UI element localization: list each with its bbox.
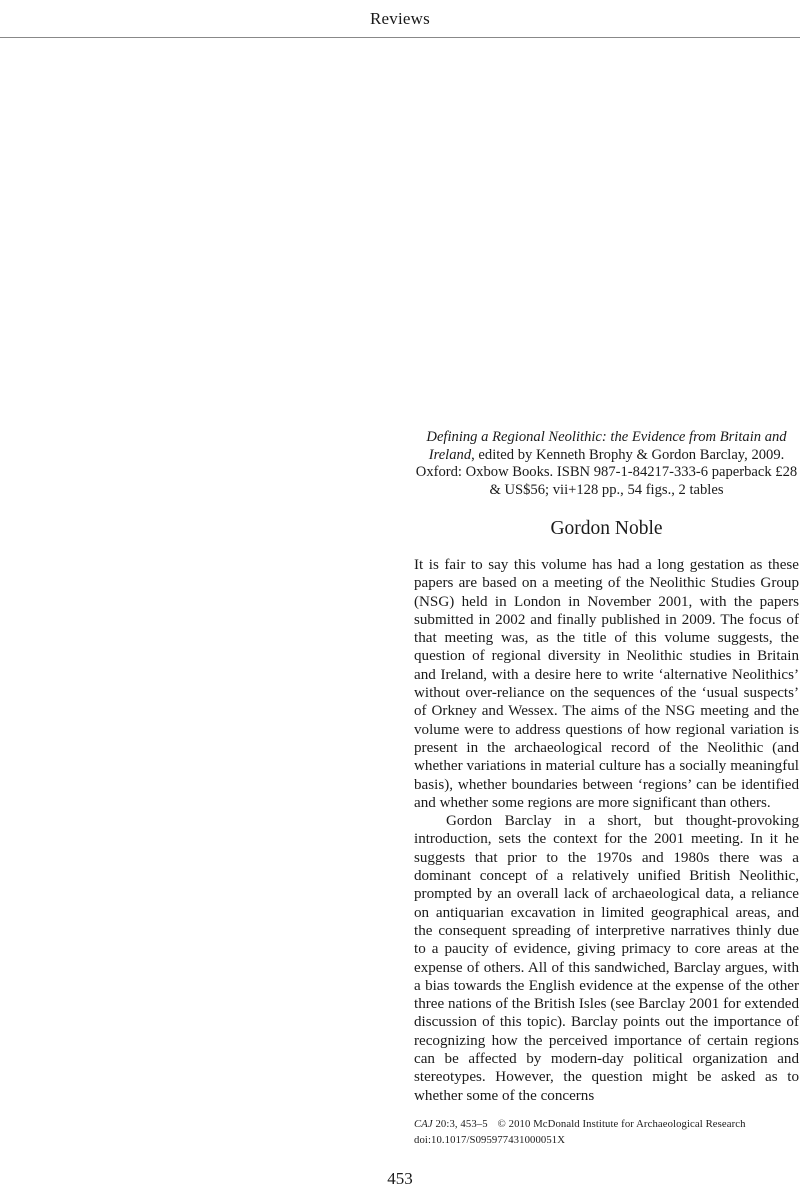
reviewer-name: Gordon Noble: [550, 518, 663, 539]
page-number: 453: [387, 1169, 413, 1188]
footer-line-1: [414, 1117, 799, 1133]
book-title: Defining a Regional Neolithic: the Evidence from Britain and Ireland: [426, 429, 787, 463]
review-citation: [414, 429, 799, 499]
paragraph-1: It is fair to say this volume has had a long gestation as these papers are based on a meeting of the Neolithic Studies Group (NSG) held in London in November 2001, with the papers submitted in 2002 and finally published in 2009. The focus of that meeting was, as the title of this volume suggests, the question of regional diversity in Neolithic studies in Britain and Ireland, with a desire here to write ‘alternative Neolithics’ without over-reliance on the sequences of the ‘usual suspects’ of Orkney and Wessex. The aims of the NSG meeting and the volume were to address questions of how regional variation is present in the archaeological record of the Neolithic (and whether variations in material culture has a socially meaningful basis), whether boundaries between ‘regions’ can be identified and whether some regions are more significant than others.: [414, 557, 799, 811]
doi: doi:10.1017/S095977431000051X: [414, 1133, 566, 1146]
header-rule: [0, 37, 800, 38]
copyright-notice: © 2010 McDonald Institute for Archaeological Research: [497, 1118, 746, 1130]
book-details: , edited by Kenneth Brophy & Gordon Barclay, 2009. Oxford: Oxbow Books. ISBN 987-1-84217-333-6 paperback £28 & US$56; vii+128 pp., 54 figs., 2 tables: [415, 446, 798, 498]
volume-pages: 20:3, 453–5: [435, 1118, 488, 1130]
paragraph-2: Gordon Barclay in a short, but thought-provoking introduction, sets the context for the 2001 meeting. In it he suggests that prior to the 1970s and 1980s there was a dominant concept of a relatively unified British Neolithic, prompted by an overall lack of archaeological data, a reliance on antiquarian excavation in limited geographical areas, and the consequent spreading of interpretive narratives thinly due to a paucity of evidence, giving primacy to core areas at the expense of others. All of this sandwiched, Barclay argues, with a bias towards the English evidence at the expense of the other three nations of the British Isles (see Barclay 2001 for extended discussion of this topic). Barclay points out the importance of recognizing how the perceived importance of certain regions can be affected by modern-day political organization and stereotypes. However, the question might be asked as to whether some of the concerns: [414, 813, 799, 1104]
running-head: Reviews: [370, 9, 430, 28]
review-body: [414, 556, 799, 1105]
journal-abbrev: CAJ: [414, 1118, 433, 1130]
article-footer: [414, 1117, 799, 1148]
